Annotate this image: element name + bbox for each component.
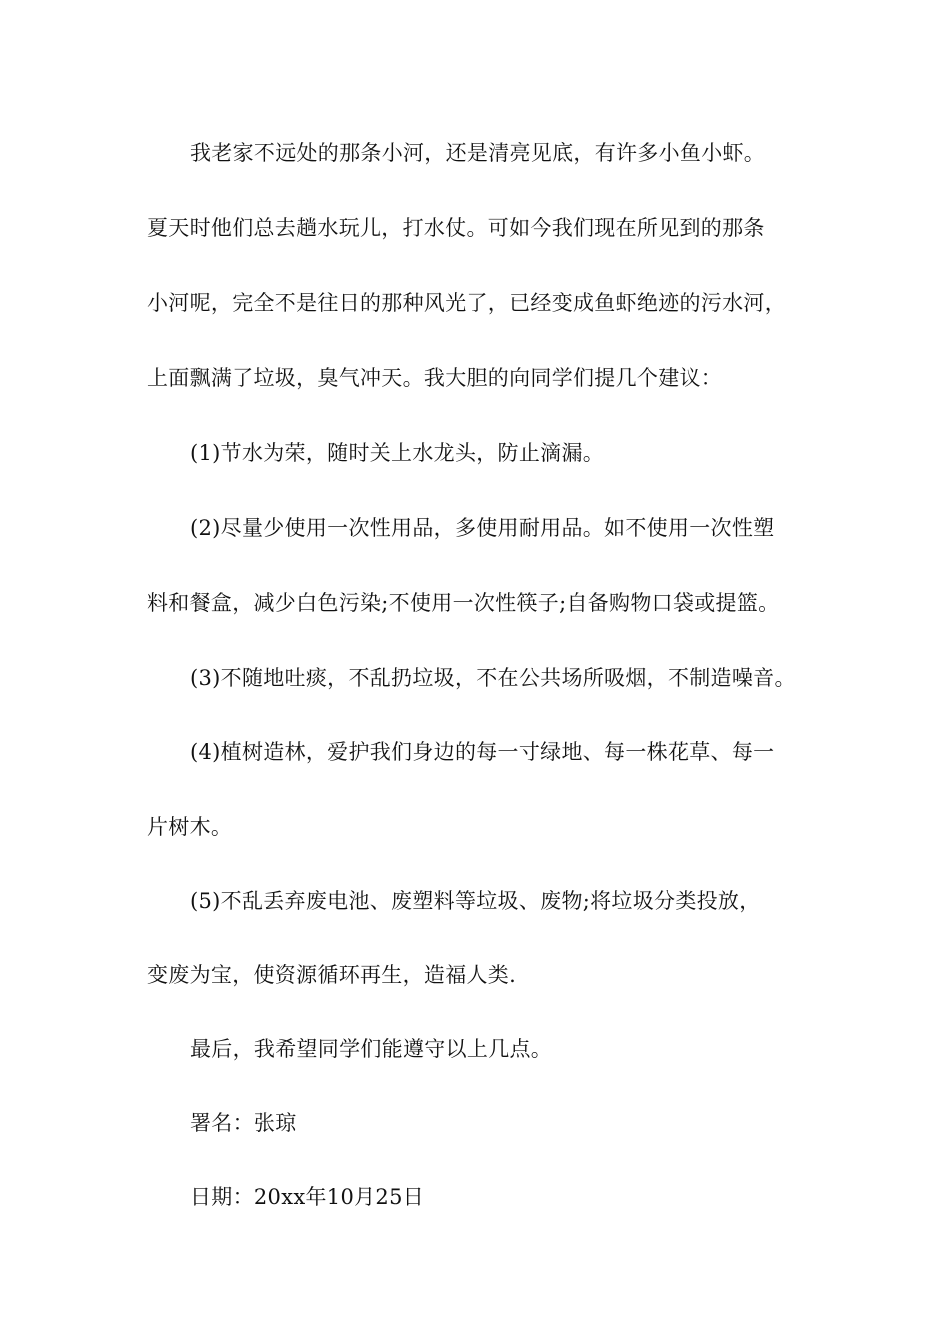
paragraph-line-2: 夏天时他们总去趟水玩儿，打水仗。可如今我们现在所见到的那条 [147, 216, 765, 240]
suggestion-4-line-1: (4)植树造林，爱护我们身边的每一寸绿地、每一株花草、每一 [190, 740, 775, 764]
suggestion-5-line-2: 变废为宝，使资源循环再生，造福人类. [147, 963, 517, 987]
date-line: 日期：20xx年10月25日 [190, 1185, 425, 1209]
suggestion-3-line-1: (3)不随地吐痰，不乱扔垃圾，不在公共场所吸烟，不制造噪音。 [190, 666, 796, 690]
suggestion-4-line-2: 片树木。 [147, 815, 233, 839]
paragraph-line-4: 上面飘满了垃圾，臭气冲天。我大胆的向同学们提几个建议： [147, 366, 723, 390]
paragraph-line-3: 小河呢，完全不是往日的那种风光了，已经变成鱼虾绝迹的污水河， [147, 291, 786, 315]
suggestion-2-line-1: (2)尽量少使用一次性用品，多使用耐用品。如不使用一次性塑 [190, 516, 775, 540]
suggestion-1-line-1: (1)节水为荣，随时关上水龙头，防止滴漏。 [190, 441, 605, 465]
suggestion-2-line-2: 料和餐盒，减少白色污染;不使用一次性筷子;自备购物口袋或提篮。 [147, 591, 780, 615]
suggestion-5-line-1: (5)不乱丢弃废电池、废塑料等垃圾、废物;将垃圾分类投放， [190, 889, 761, 913]
closing-line: 最后，我希望同学们能遵守以上几点。 [190, 1037, 553, 1061]
signature-line: 署名：张琼 [190, 1111, 297, 1135]
paragraph-line-1: 我老家不远处的那条小河，还是清亮见底，有许多小鱼小虾。 [190, 141, 766, 165]
